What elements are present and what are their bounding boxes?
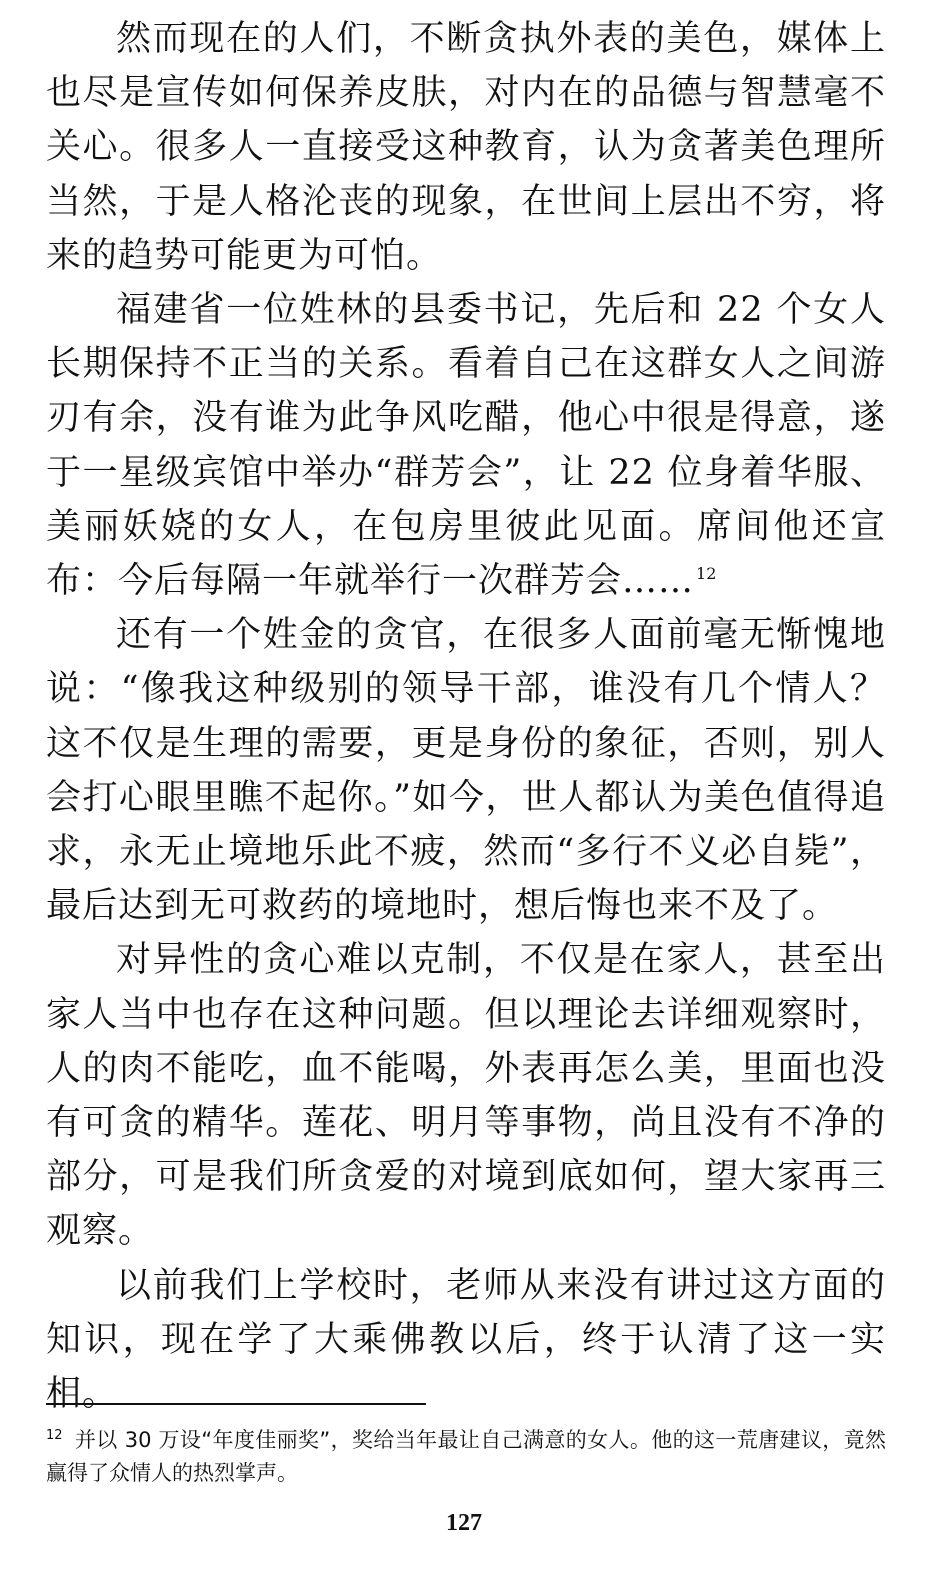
paragraph xyxy=(46,933,886,1258)
paragraph-text: 还有一个姓金的贪官，在很多人面前毫无惭愧地说：“像我这种级别的领导干部，谁没有几个情人？这不仅是生理的需要，更是身份的象征，否则，别人会打心眼里瞧不起你。”如今，世人都认为美色值得追求，永无止境地乐此不疲，然而“多行不义必自毙”，最后达到无可救药的境地时，想后悔也来不及了。 xyxy=(46,615,886,927)
page-number: 127 xyxy=(446,1510,482,1536)
footnote-reference: 12 xyxy=(696,564,717,584)
footnote-number: 12 xyxy=(46,1428,63,1443)
paragraph-text: 对异性的贪心难以克制，不仅是在家人，甚至出家人当中也存在这种问题。但以理论去详细观察时，人的肉不能吃，血不能喝，外表再怎么美，里面也没有可贪的精华。莲花、明月等事物，尚且没有不净的部分，可是我们所贪爱的对境到底如何，望大家再三观察。 xyxy=(46,940,886,1252)
footnote-divider xyxy=(46,1403,426,1405)
footnote-text: 并以 30 万设“年度佳丽奖”，奖给当年最让自己满意的女人。他的这一荒唐建议，竟然赢得了众情人的热烈掌声。 xyxy=(46,1428,886,1485)
body-text xyxy=(46,12,886,1421)
paragraph-text: 福建省一位姓林的县委书记，先后和 22 个女人长期保持不正当的关系。看着自己在这群女人之间游刃有余，没有谁为此争风吃醋，他心中很是得意，遂于一星级宾馆中举办“群芳会”，让 22 位身着华服、美丽妖娆的女人，在包房里彼此见面。席间他还宣布：今后每隔一年就举行一次群芳会…… xyxy=(46,290,886,602)
paragraph-text: 以前我们上学校时，老师从来没有讲过这方面的知识，现在学了大乘佛教以后，终于认清了这一实相。 xyxy=(46,1265,886,1415)
paragraph xyxy=(46,1259,886,1422)
paragraph xyxy=(46,12,886,283)
paragraph xyxy=(46,283,886,608)
footnote xyxy=(46,1424,886,1490)
paragraph-text: 然而现在的人们，不断贪执外表的美色，媒体上也尽是宣传如何保养皮肤，对内在的品德与智慧毫不关心。很多人一直接受这种教育，认为贪著美色理所当然，于是人格沦丧的现象，在世间上层出不穷，将来的趋势可能更为可怕。 xyxy=(46,19,886,276)
paragraph xyxy=(46,608,886,933)
